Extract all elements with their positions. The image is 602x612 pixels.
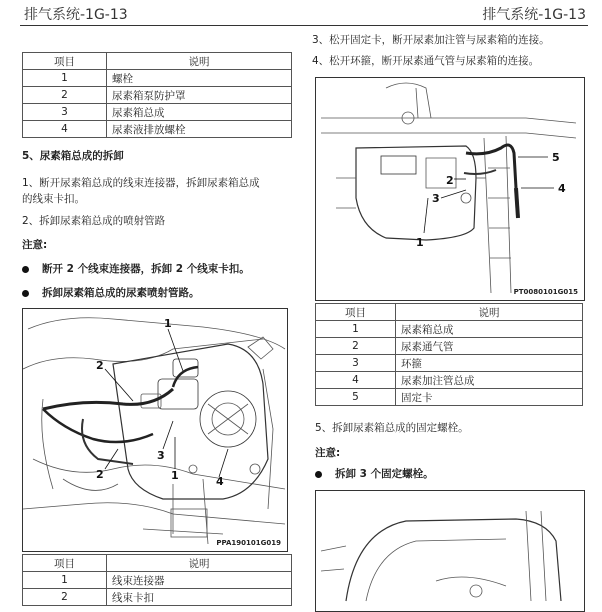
note-label: 注意: — [315, 447, 341, 459]
item-number: 3 — [316, 355, 396, 372]
table-header: 说明 — [107, 53, 292, 70]
step-3: 3、松开固定卡，断开尿素加注管与尿素箱的连接。 — [312, 34, 550, 46]
figure-callout: 3 — [157, 449, 165, 462]
figure-callout: 2 — [96, 468, 104, 481]
parts-table-2 — [22, 554, 292, 606]
item-description: 线束卡扣 — [107, 589, 292, 606]
figure-callout: 3 — [432, 192, 440, 205]
table-header: 项目 — [23, 53, 107, 70]
item-number: 2 — [316, 338, 396, 355]
table-row — [316, 389, 583, 406]
note-label: 注意: — [22, 239, 48, 251]
item-number: 3 — [23, 104, 107, 121]
figure-code: PPA190101G019 — [216, 539, 281, 547]
bullet-item — [315, 466, 434, 482]
table-row — [23, 572, 292, 589]
item-number: 1 — [23, 572, 107, 589]
item-number: 2 — [23, 87, 107, 104]
parts-table-1 — [22, 52, 292, 138]
step-5: 5、拆卸尿素箱总成的固定螺栓。 — [315, 422, 469, 434]
figure-callout: 5 — [552, 151, 560, 164]
step-1-line-2: 的线束卡扣。 — [22, 193, 85, 205]
bullet-icon — [22, 266, 29, 273]
table-header: 项目 — [23, 555, 107, 572]
page-header-left: 排气系统-1G-13 — [24, 7, 128, 23]
table-row — [23, 87, 292, 104]
item-number: 2 — [23, 589, 107, 606]
item-number: 1 — [23, 70, 107, 87]
step-2: 2、拆卸尿素箱总成的喷射管路 — [22, 215, 166, 227]
figure-callout: 4 — [558, 182, 566, 195]
section-title: 5、尿素箱总成的拆卸 — [22, 150, 124, 162]
page-header-right: 排气系统-1G-13 — [482, 7, 586, 23]
table-row — [23, 104, 292, 121]
bullet-text: 拆卸 3 个固定螺栓。 — [335, 468, 434, 480]
item-description: 尿素箱总成 — [107, 104, 292, 121]
figure-callout: 2 — [446, 174, 454, 187]
bullet-icon — [22, 290, 29, 297]
urea-filler-figure — [315, 77, 585, 301]
figure-callout: 1 — [416, 236, 424, 249]
parts-table-3 — [315, 303, 583, 406]
figure-callout: 1 — [164, 317, 172, 330]
fixing-bolts-figure — [315, 490, 585, 612]
item-description: 环箍 — [396, 355, 583, 372]
bullet-item — [22, 261, 250, 277]
figure-code: PT0080101G015 — [513, 288, 578, 296]
table-header: 说明 — [396, 304, 583, 321]
figure-callout: 1 — [171, 469, 179, 482]
bullet-icon — [315, 471, 322, 478]
bullet-item — [22, 285, 200, 301]
table-row — [316, 355, 583, 372]
item-description: 螺栓 — [107, 70, 292, 87]
item-number: 1 — [316, 321, 396, 338]
table-row — [23, 589, 292, 606]
item-description: 线束连接器 — [107, 572, 292, 589]
step-1-line-1: 1、断开尿素箱总成的线束连接器，拆卸尿素箱总成 — [22, 177, 260, 189]
item-number: 4 — [23, 121, 107, 138]
table-row — [23, 121, 292, 138]
item-description: 尿素箱总成 — [396, 321, 583, 338]
figure-callout: 2 — [96, 359, 104, 372]
figure-callout: 4 — [216, 475, 224, 488]
bullet-text: 断开 2 个线束连接器，拆卸 2 个线束卡扣。 — [42, 263, 250, 275]
item-description: 尿素液排放螺栓 — [107, 121, 292, 138]
item-description: 尿素箱泵防护罩 — [107, 87, 292, 104]
item-description: 尿素加注管总成 — [396, 372, 583, 389]
bullet-text: 拆卸尿素箱总成的尿素喷射管路。 — [42, 287, 200, 299]
header-rule — [20, 25, 588, 26]
table-header: 说明 — [107, 555, 292, 572]
table-row — [316, 321, 583, 338]
table-header: 项目 — [316, 304, 396, 321]
item-description: 固定卡 — [396, 389, 583, 406]
urea-tank-wiring-figure — [22, 308, 288, 552]
item-number: 5 — [316, 389, 396, 406]
step-4: 4、松开环箍，断开尿素通气管与尿素箱的连接。 — [312, 55, 540, 67]
item-description: 尿素通气管 — [396, 338, 583, 355]
table-row — [23, 70, 292, 87]
table-row — [316, 372, 583, 389]
table-row — [316, 338, 583, 355]
item-number: 4 — [316, 372, 396, 389]
